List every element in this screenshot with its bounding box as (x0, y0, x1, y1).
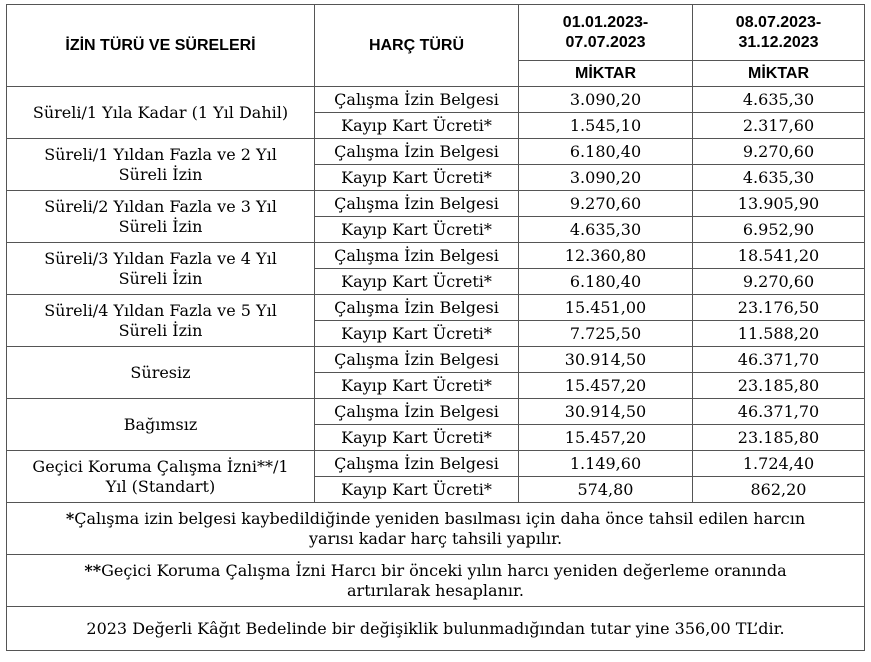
amount-period1-cell: 3.090,20 (519, 87, 693, 113)
permit-duration-cell (7, 295, 315, 347)
fee-type-cell: Kayıp Kart Ücreti* (315, 217, 519, 243)
amount-period2-cell: 23.185,80 (693, 373, 865, 399)
fee-type-cell: Çalışma İzin Belgesi (315, 191, 519, 217)
note-temporary-protection-line2: artırılarak hesaplanır. (347, 580, 524, 600)
table-row (7, 243, 865, 269)
permit-duration-cell (7, 451, 315, 503)
amount-period2-cell: 4.635,30 (693, 87, 865, 113)
permit-duration-line1: Süreli/3 Yıldan Fazla ve 4 Yıl (44, 248, 277, 268)
fee-type-cell: Kayıp Kart Ücreti* (315, 113, 519, 139)
permit-duration-cell (7, 243, 315, 295)
fee-type-cell: Çalışma İzin Belgesi (315, 347, 519, 373)
period1-line2: 07.07.2023 (565, 33, 646, 51)
permit-duration-line1: Süreli/2 Yıldan Fazla ve 3 Yıl (44, 196, 277, 216)
fee-table-body (7, 87, 865, 503)
permit-type-header: İZİN TÜRÜ VE SÜRELERİ (7, 5, 315, 87)
amount-period2-cell: 862,20 (693, 477, 865, 503)
permit-duration-line2: Süreli İzin (118, 216, 203, 236)
amount-period1-cell: 6.180,40 (519, 139, 693, 165)
table-row (7, 87, 865, 113)
fee-type-cell: Kayıp Kart Ücreti* (315, 425, 519, 451)
period2-header (693, 5, 865, 61)
amount-period1-cell: 15.457,20 (519, 425, 693, 451)
table-row (7, 191, 865, 217)
fee-type-cell: Çalışma İzin Belgesi (315, 451, 519, 477)
table-row (7, 347, 865, 373)
permit-duration-line2: Süreli İzin (118, 320, 203, 340)
amount2-header: MİKTAR (693, 61, 865, 87)
amount-period1-cell: 12.360,80 (519, 243, 693, 269)
fee-type-cell: Kayıp Kart Ücreti* (315, 373, 519, 399)
amount-period1-cell: 1.545,10 (519, 113, 693, 139)
permit-duration-line2: Yıl (Standart) (105, 476, 216, 496)
note-temporary-protection (7, 555, 865, 607)
permit-duration-cell (7, 399, 315, 451)
amount-period1-cell: 7.725,50 (519, 321, 693, 347)
note-valuable-paper: 2023 Değerli Kâğıt Bedelinde bir değişiklik bulunmadığından tutar yine 356,00 TL’dir. (7, 607, 865, 651)
table-row (7, 451, 865, 477)
amount-period1-cell: 15.457,20 (519, 373, 693, 399)
fee-table (6, 4, 865, 651)
permit-duration-line1: Bağımsız (123, 414, 198, 434)
amount-period1-cell: 3.090,20 (519, 165, 693, 191)
amount-period1-cell: 30.914,50 (519, 399, 693, 425)
amount-period2-cell: 13.905,90 (693, 191, 865, 217)
amount-period2-cell: 9.270,60 (693, 139, 865, 165)
amount-period2-cell: 9.270,60 (693, 269, 865, 295)
permit-duration-line2: Süreli İzin (118, 268, 203, 288)
note-lost-card-mark: * (65, 508, 75, 528)
permit-duration-line1: Geçici Koruma Çalışma İzni**/1 (32, 456, 289, 476)
fee-type-cell: Çalışma İzin Belgesi (315, 243, 519, 269)
fee-type-cell: Çalışma İzin Belgesi (315, 87, 519, 113)
period2-line1: 08.07.2023- (735, 13, 822, 31)
permit-duration-cell (7, 191, 315, 243)
amount-period2-cell: 2.317,60 (693, 113, 865, 139)
permit-duration-cell (7, 139, 315, 191)
permit-duration-cell (7, 87, 315, 139)
period1-header (519, 5, 693, 61)
amount-period1-cell: 30.914,50 (519, 347, 693, 373)
note-temporary-protection-line1: Geçici Koruma Çalışma İzni Harcı bir önceki yılın harcı yeniden değerleme oranında (101, 560, 787, 580)
permit-duration-line1: Süreli/1 Yıldan Fazla ve 2 Yıl (44, 144, 277, 164)
amount-period1-cell: 1.149,60 (519, 451, 693, 477)
period1-line1: 01.01.2023- (562, 13, 649, 31)
table-row (7, 295, 865, 321)
amount-period1-cell: 15.451,00 (519, 295, 693, 321)
note-lost-card-line2: yarısı kadar harç tahsili yapılır. (308, 528, 563, 548)
amount-period1-cell: 4.635,30 (519, 217, 693, 243)
period2-line2: 31.12.2023 (738, 33, 819, 51)
fee-type-cell: Kayıp Kart Ücreti* (315, 269, 519, 295)
amount1-header: MİKTAR (519, 61, 693, 87)
fee-type-cell: Çalışma İzin Belgesi (315, 139, 519, 165)
amount-period2-cell: 23.185,80 (693, 425, 865, 451)
permit-duration-cell (7, 347, 315, 399)
fee-type-cell: Çalışma İzin Belgesi (315, 399, 519, 425)
permit-duration-line1: Süresiz (130, 362, 191, 382)
permit-duration-line2: Süreli İzin (118, 164, 203, 184)
permit-duration-line1: Süreli/1 Yıla Kadar (1 Yıl Dahil) (32, 102, 289, 122)
amount-period2-cell: 11.588,20 (693, 321, 865, 347)
fee-type-cell: Çalışma İzin Belgesi (315, 295, 519, 321)
amount-period2-cell: 4.635,30 (693, 165, 865, 191)
fee-type-cell: Kayıp Kart Ücreti* (315, 477, 519, 503)
fee-type-cell: Kayıp Kart Ücreti* (315, 165, 519, 191)
note-lost-card-line1: Çalışma izin belgesi kaybedildiğinde yeniden basılması için daha önce tahsil edilen harcın (74, 508, 806, 528)
note-lost-card (7, 503, 865, 555)
fee-type-header: HARÇ TÜRÜ (315, 5, 519, 87)
amount-period2-cell: 23.176,50 (693, 295, 865, 321)
amount-period2-cell: 1.724,40 (693, 451, 865, 477)
amount-period2-cell: 46.371,70 (693, 399, 865, 425)
table-row (7, 399, 865, 425)
note-temporary-protection-mark: ** (84, 560, 102, 580)
fee-type-cell: Kayıp Kart Ücreti* (315, 321, 519, 347)
amount-period1-cell: 574,80 (519, 477, 693, 503)
amount-period2-cell: 18.541,20 (693, 243, 865, 269)
permit-duration-line1: Süreli/4 Yıldan Fazla ve 5 Yıl (44, 300, 277, 320)
amount-period2-cell: 46.371,70 (693, 347, 865, 373)
amount-period1-cell: 9.270,60 (519, 191, 693, 217)
amount-period1-cell: 6.180,40 (519, 269, 693, 295)
amount-period2-cell: 6.952,90 (693, 217, 865, 243)
table-row (7, 139, 865, 165)
